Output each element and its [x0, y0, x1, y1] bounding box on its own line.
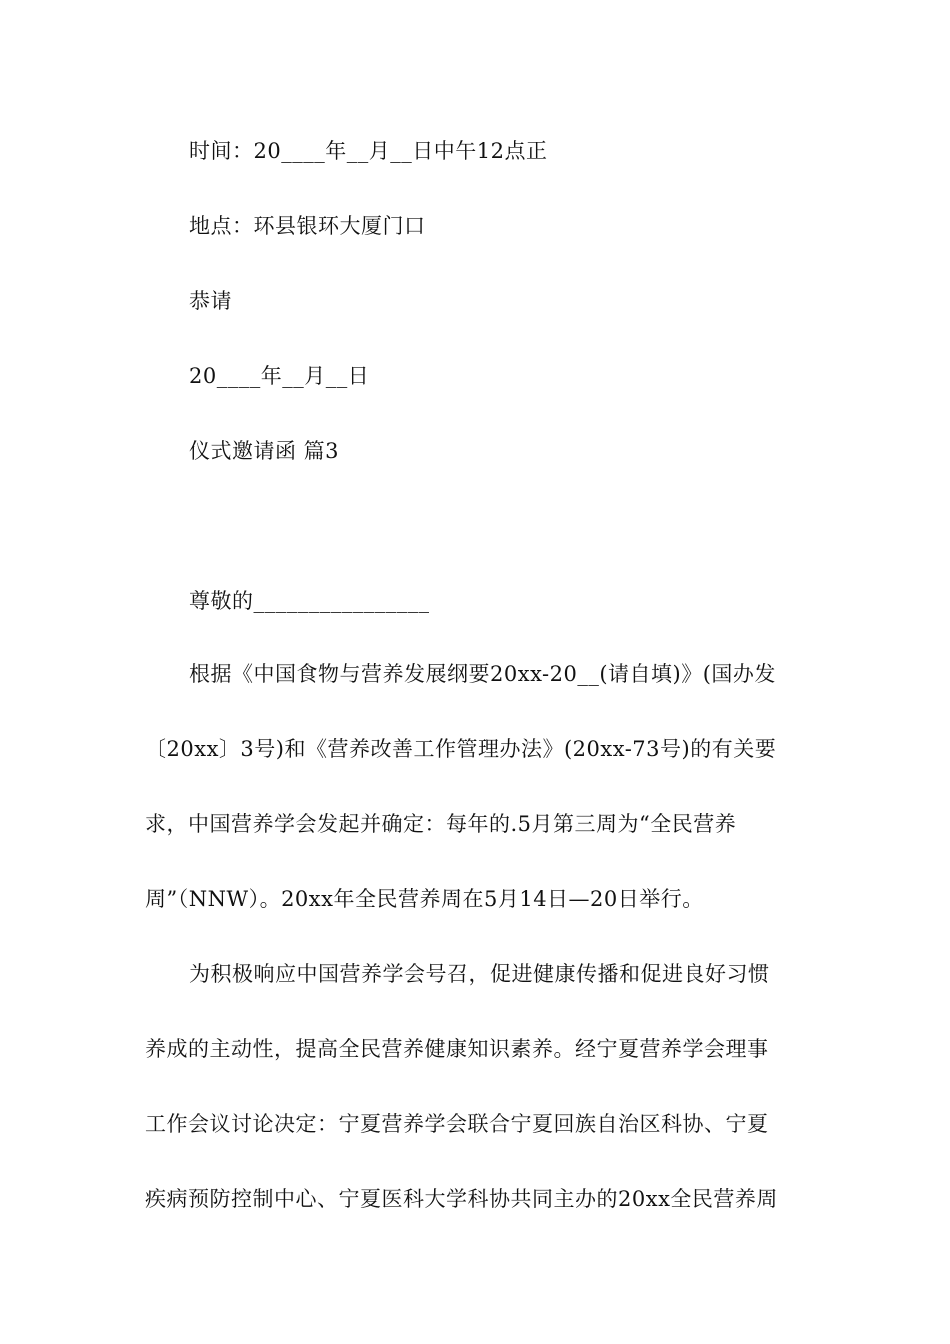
salutation-line: 尊敬的________________ [189, 589, 430, 613]
paragraph-1-line-3: 求，中国营养学会发起并确定：每年的.5月第三周为“全民营养 [145, 812, 737, 836]
paragraph-1-line-2: 〔20xx〕3号)和《营养改善工作管理办法》(20xx-73号)的有关要 [145, 737, 777, 761]
paragraph-1-line-4: 周”（NNW）。20xx年全民营养周在5月14日—20日举行。 [145, 887, 704, 911]
paragraph-2-line-1: 为积极响应中国营养学会号召，促进健康传播和促进良好习惯 [189, 962, 770, 986]
paragraph-2-line-2: 养成的主动性，提高全民营养健康知识素养。经宁夏营养学会理事 [145, 1037, 769, 1061]
date-line: 20____年__月__日 [189, 364, 370, 388]
section-title: 仪式邀请函 篇3 [189, 439, 340, 463]
time-line: 时间：20____年__月__日中午12点正 [189, 139, 548, 163]
paragraph-1-line-1: 根据《中国食物与营养发展纲要20xx-20__(请自填)》(国办发 [189, 662, 776, 686]
paragraph-2-line-4: 疾病预防控制中心、宁夏医科大学科协共同主办的20xx全民营养周 [145, 1187, 778, 1211]
paragraph-2-line-3: 工作会议讨论决定：宁夏营养学会联合宁夏回族自治区科协、宁夏 [145, 1112, 769, 1136]
location-line: 地点：环县银环大厦门口 [189, 214, 426, 238]
respectfully-invite-line: 恭请 [189, 289, 232, 313]
